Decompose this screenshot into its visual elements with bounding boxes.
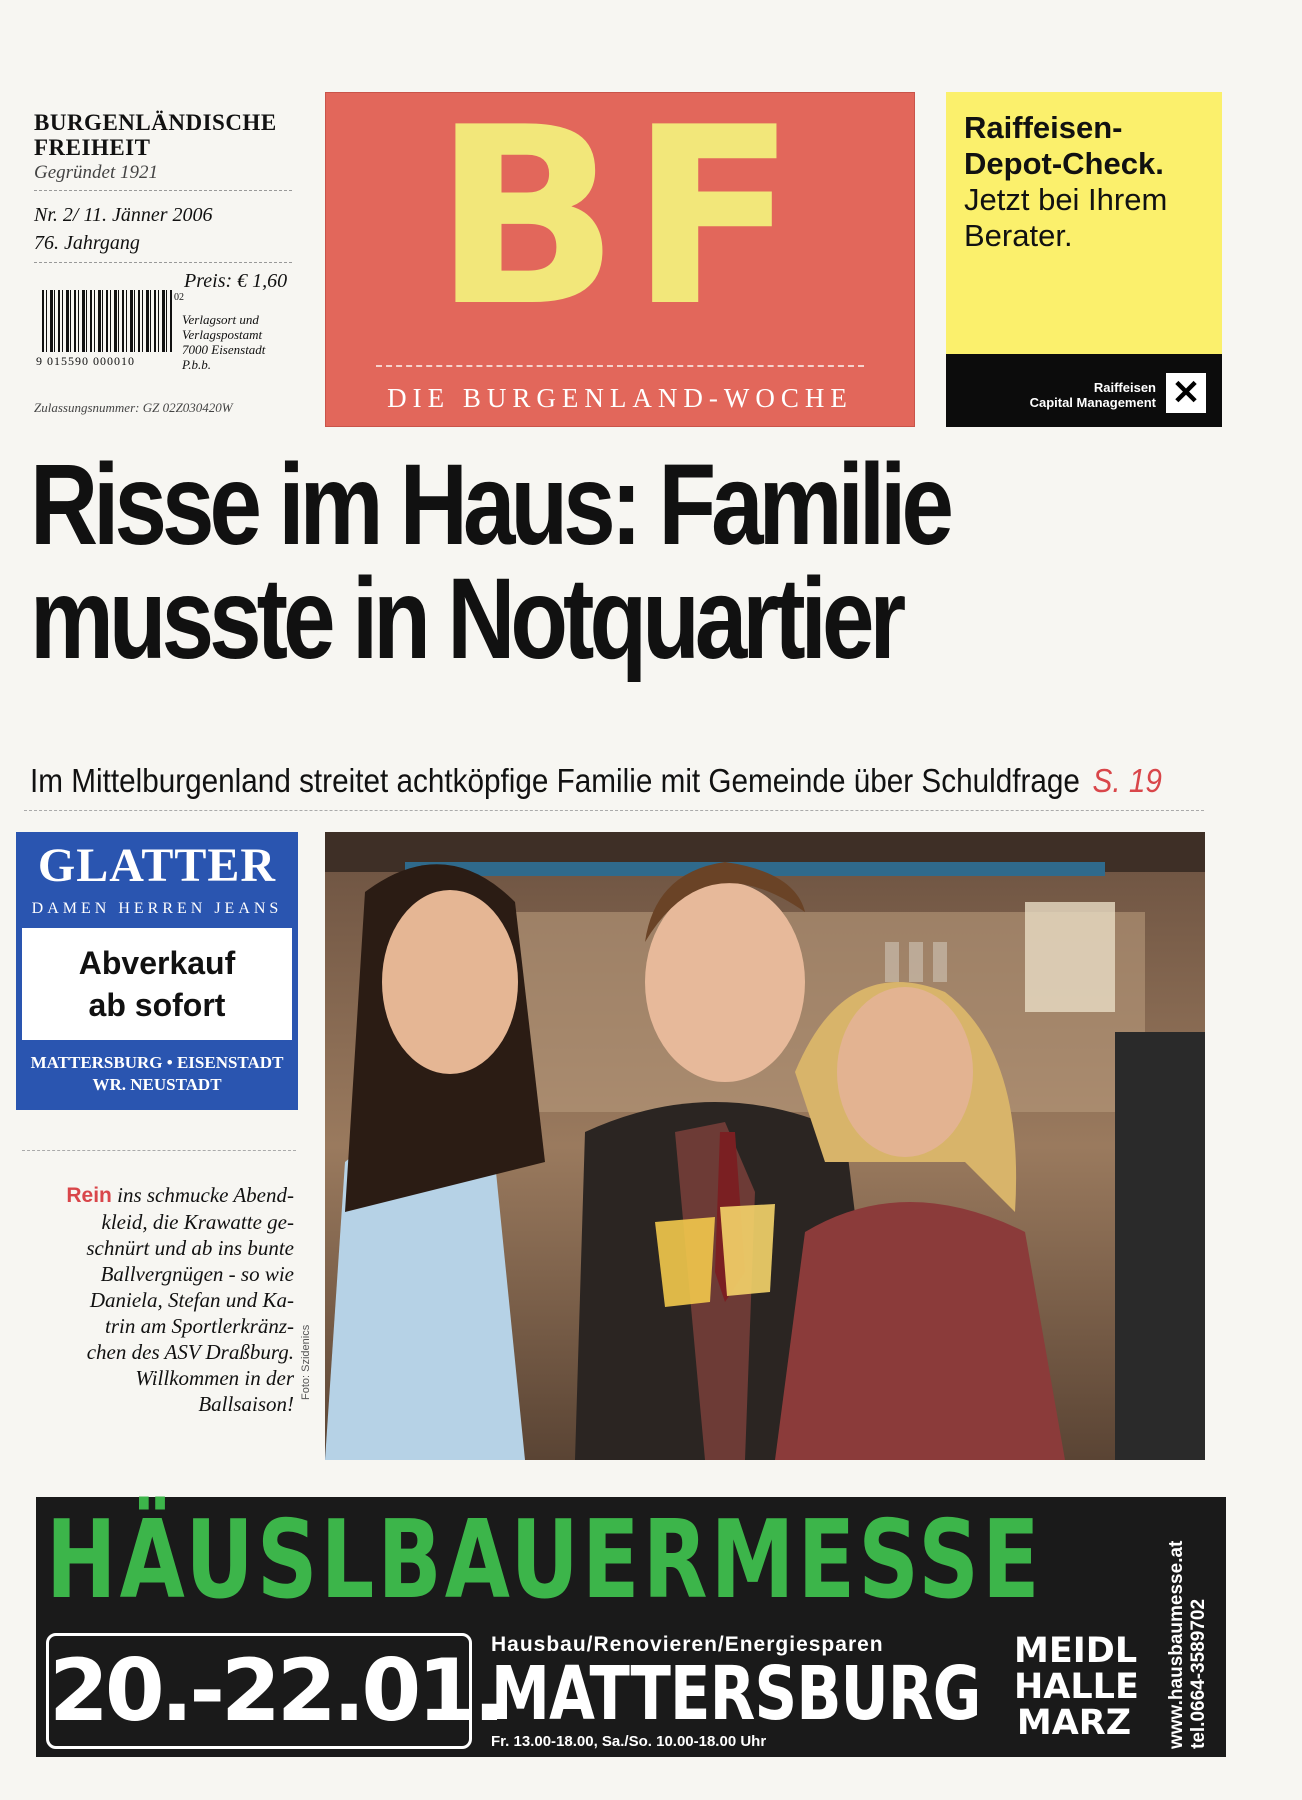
venue-line: MARZ bbox=[1016, 1703, 1132, 1743]
logo-divider bbox=[376, 365, 864, 367]
raiffeisen-brand bbox=[1030, 380, 1156, 410]
glatter-ad[interactable] bbox=[16, 832, 298, 1110]
messe-phone: tel.0664-3589702 bbox=[1188, 1598, 1209, 1749]
approval-number: Zulassungsnummer: GZ 02Z030420W bbox=[34, 400, 233, 415]
publication-name-line2: FREIHEIT bbox=[34, 135, 151, 160]
postal-line: Verlagspostamt bbox=[182, 327, 263, 342]
photo-illustration bbox=[325, 832, 1205, 1460]
raiffeisen-ad[interactable] bbox=[946, 92, 1222, 427]
messe-topics: Hausbau/Renovieren/Energiesparen bbox=[491, 1633, 884, 1656]
caption-line: trin am Sportlerkränz- bbox=[105, 1314, 294, 1338]
brand-line: Raiffeisen bbox=[1093, 380, 1156, 395]
caption-line: Ballsaison! bbox=[198, 1392, 294, 1416]
caption-line: Daniela, Stefan und Ka- bbox=[89, 1288, 294, 1312]
postal-info bbox=[182, 312, 292, 372]
headline-line1: Risse im Haus: Familie bbox=[30, 441, 949, 569]
messe-venue bbox=[1014, 1631, 1139, 1743]
postal-line: Verlagsort und bbox=[182, 312, 259, 327]
ball-photo[interactable] bbox=[325, 832, 1205, 1460]
headline-subline bbox=[30, 762, 1162, 800]
issue-number: Nr. 2/ 11. Jänner 2006 bbox=[34, 204, 213, 226]
subline-text: Im Mittelburgenland streitet achtköpfige Familie mit Gemeinde über Schuldfrage bbox=[30, 762, 1080, 799]
offer-line: Abverkauf bbox=[78, 945, 236, 981]
logo-tagline: DIE BURGENLAND-WOCHE bbox=[387, 383, 853, 413]
messe-city: MATTERSBURG bbox=[491, 1651, 981, 1737]
raiffeisen-headline bbox=[964, 110, 1214, 254]
glatter-offer-box bbox=[22, 928, 292, 1040]
bf-logo bbox=[325, 75, 915, 427]
caption-line: Ballvergnügen - so wie bbox=[100, 1262, 294, 1286]
location-line: WR. NEUSTADT bbox=[92, 1075, 222, 1094]
barcode-addon: 02 bbox=[174, 292, 184, 303]
caption-line: chen des ASV Draßburg. bbox=[86, 1340, 294, 1364]
masthead-info bbox=[34, 92, 292, 422]
divider bbox=[34, 262, 292, 263]
messe-url[interactable]: www.hausbaumesse.at bbox=[1166, 1540, 1187, 1749]
messe-contact bbox=[1166, 1541, 1210, 1749]
caption-line: Willkommen in der bbox=[135, 1366, 294, 1390]
volume: 76. Jahrgang bbox=[34, 232, 140, 254]
postal-line: P.b.b. bbox=[182, 357, 212, 372]
glatter-offer bbox=[22, 942, 292, 1026]
venue-line: HALLE bbox=[1014, 1667, 1139, 1707]
photo-caption bbox=[20, 1182, 294, 1417]
messe-dates: 20.-22.01. bbox=[46, 1633, 472, 1749]
ad-line: Raiffeisen- bbox=[964, 110, 1123, 145]
venue-line: MEIDL bbox=[1014, 1631, 1138, 1671]
raiffeisen-logo-icon: ✕ bbox=[1166, 373, 1206, 413]
founded-date: Gegründet 1921 bbox=[34, 162, 159, 183]
main-headline[interactable] bbox=[30, 441, 1047, 683]
offer-line: ab sofort bbox=[88, 987, 226, 1023]
price: Preis: € 1,60 bbox=[184, 270, 288, 292]
barcode bbox=[42, 290, 172, 352]
haeuslbauermesse-ad[interactable] bbox=[36, 1497, 1226, 1757]
caption-lead: Rein bbox=[66, 1184, 112, 1207]
caption-line: schnürt und ab ins bunte bbox=[86, 1236, 294, 1260]
divider bbox=[22, 1150, 296, 1151]
photo-credit: Foto: Szidenics bbox=[300, 1324, 312, 1400]
glatter-categories: DAMEN HERREN JEANS bbox=[31, 900, 283, 917]
headline-line2: musste in Notquartier bbox=[30, 555, 902, 683]
glatter-locations bbox=[16, 1052, 298, 1096]
ad-line: Jetzt bei Ihrem bbox=[964, 182, 1168, 217]
page-reference[interactable]: S. 19 bbox=[1092, 762, 1162, 799]
caption-line: ins schmucke Abend- bbox=[111, 1183, 294, 1207]
ad-line: Berater. bbox=[964, 218, 1073, 253]
divider bbox=[24, 810, 1204, 811]
logo-letters: BF bbox=[432, 75, 808, 360]
caption-line: kleid, die Krawatte ge- bbox=[101, 1210, 294, 1234]
ad-line: Depot-Check. bbox=[964, 146, 1164, 181]
publication-name-line1: BURGENLÄNDISCHE bbox=[34, 110, 277, 135]
messe-title: HÄUSLBAUERMESSE bbox=[46, 1498, 1043, 1623]
barcode-number: 9 015590 000010 bbox=[36, 354, 135, 368]
glatter-name: GLATTER bbox=[37, 839, 277, 892]
location-line: MATTERSBURG • EISENSTADT bbox=[30, 1053, 284, 1072]
messe-hours: Fr. 13.00-18.00, Sa./So. 10.00-18.00 Uhr bbox=[491, 1733, 767, 1750]
brand-line: Capital Management bbox=[1029, 395, 1156, 410]
postal-line: 7000 Eisenstadt bbox=[182, 342, 266, 357]
divider bbox=[34, 190, 292, 191]
